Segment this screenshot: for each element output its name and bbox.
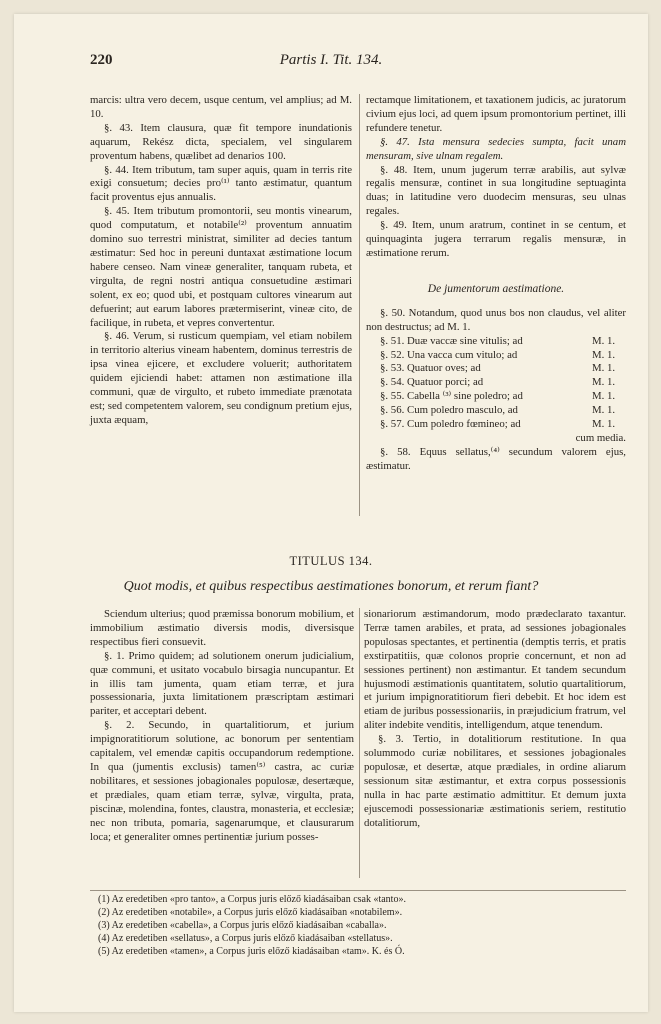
- paragraph: rectamque limitationem, et taxationem judicis, ac juratorum civium ejus loci, ad quem ipsum promontorium pertinet, illi refundere tenetur.: [366, 94, 626, 134]
- paragraph: §. 50. Notandum, quod unus bos non claudus, vel aliter non destructus; ad M. 1.: [366, 306, 626, 333]
- list-item: [366, 390, 626, 404]
- paragraph: §. 48. Item, unum jugerum terræ arabilis, aut sylvæ regalis mensuræ, continet in sua longitudine septuaginta duas; in latitudine vero duodecim mensuras, seu ulnas regales.: [366, 163, 626, 218]
- item-value: M. 1.: [592, 418, 616, 431]
- paragraph: Sciendum ulterius; quod præmissa bonorum mobilium, et immobilium æstimatio diversis modis, diversisque respectibus fieri consuevit.: [90, 608, 354, 648]
- paragraph: marcis: ultra vero decem, usque centum, vel amplius; ad M. 10.: [90, 94, 352, 120]
- item-label: §. 51. Duæ vaccæ sine vitulis; ad: [380, 334, 523, 347]
- cum-media: cum media.: [575, 431, 626, 444]
- paragraph: §. 46. Verum, si rusticum quempiam, vel etiam nobilem in territorio alterius vineam habentem, dominus terrestris de ipsa vinea ejicere, et excludere voluerit; authoritatem quidem ejiciendi habet: attamen non æstimatione illa communi, quæ de virgulto, et rubeto immediate prænotata est; sed competentem valorem, seu condignum pretium ejus, juxta æquam,: [90, 330, 352, 426]
- list-item: [366, 335, 626, 349]
- titulus-subtitle: Quot modis, et quibus respectibus aestimationes bonorum, et rerum fiant?: [123, 579, 539, 594]
- list-item: [366, 418, 626, 432]
- footnote: (2) Az eredetiben «notabile», a Corpus juris előző kiadásaiban «notabilem».: [98, 906, 403, 918]
- column-divider: [359, 94, 360, 516]
- column-left-top: [90, 94, 352, 428]
- item-value: M. 1.: [592, 362, 616, 375]
- paragraph: §. 3. Tertio, in dotalitiorum restitutione. In qua solummodo curiæ nobilitares, et sessiones jobagionales populosæ, et desertæ, atque prædiales, in ordine aliarum sessionum sitæ æstimantur, et extra corpus possessionis nulla in hac parte æstimatio admittitur. Et demum juxta ejuscemodi possessionariæ æstimationis seriem, restitutio dotalitiorum,: [364, 733, 626, 829]
- item-label: §. 57. Cum poledro fœmineo; ad: [380, 418, 521, 431]
- page-header: [14, 52, 648, 72]
- paragraph: §. 43. Item clausura, quæ fit tempore inundationis aquarum, Rekész dicta, specialem, vel singularem proventum habens, quælibet ad denarios 100.: [90, 121, 352, 162]
- paragraph: §. 58. Equus sellatus,⁽⁴⁾ secundum valorem ejus, æstimatur.: [366, 445, 626, 472]
- section-subheading: De jumentorum aestimatione.: [427, 282, 565, 295]
- page-number: 220: [90, 52, 113, 68]
- footnote: (5) Az eredetiben «tamen», a Corpus juris előző kiadásaiban «tam». K. és Ó.: [98, 945, 405, 957]
- price-list: [366, 335, 626, 432]
- column-divider: [359, 608, 360, 878]
- footnotes: [98, 894, 618, 959]
- list-item: [366, 349, 626, 363]
- footnote: (4) Az eredetiben «sellatus», a Corpus juris előző kiadásaiban «stellatus».: [98, 932, 393, 944]
- list-item: [366, 362, 626, 376]
- paragraph: sionariorum æstimandorum, modo prædeclarato taxantur. Terræ tamen arabiles, et prata, ad sessiones jobagionales populosas spectantes, et pertinentia (demptis terris, et pratis exstirpatitiis, quæ colonos proprie concernunt, et non ad sessiones pertinent) non æstimantur. Et tandem secundum hujusmodi æstimationis quantitatem, solutio quartalitiorum, et jurium impignoratitiorum fieri debebit. Et hoc idem est etiam de juribus possessionariis, in præjudicium fratrum, vel aliter indebite venditis, intelligendum, atque tenendum.: [364, 608, 626, 732]
- column-right-top: [366, 94, 626, 474]
- paragraph: §. 44. Item tributum, tam super aquis, quam in terris rite exigi consuetum; decies pro⁽¹⁾ tanto æstimatur, quantum facit proventus ejus annualis.: [90, 163, 352, 204]
- item-label: §. 56. Cum poledro masculo, ad: [380, 404, 518, 417]
- item-value: M. 1.: [592, 390, 616, 403]
- item-label: §. 53. Quatuor oves; ad: [380, 362, 481, 375]
- paragraph: §. 1. Primo quidem; ad solutionem onerum judicialium, quæ communi, et usitato vocabulo birsagia nuncupantur. Et in illis tam jumenta, quam etiam terræ, et jura possessionaria, juxta limitationem præscriptam æstimari pariter, et acceptari debent.: [90, 649, 354, 718]
- paragraph: §. 47. Ista mensura sedecies sumpta, facit unam mensuram, sive ulnam regalem.: [366, 135, 626, 162]
- paragraph: §. 2. Secundo, in quartalitiorum, et jurium impignoratitiorum solutione, ac bonorum per sententiam capitalem, vel emendæ capitis occupandorum redemptione. In qua (jumentis exclusis) tamen⁽⁵⁾ castra, ac curiæ nobilitares, et sessiones jobagionales populosæ, desertæque, et prædiales, quam etiam terræ, sylvæ, virgulta, prata, piscinæ, molendina, fontes, claustra, monasteria, et ecclesiæ; nec non tributa, pomaria, sagenarumque, et clausurarum loca; et generaliter omnes pertinentiæ jurium posses-: [90, 719, 354, 843]
- running-title: Partis I. Tit. 134.: [279, 52, 383, 68]
- list-item: [366, 376, 626, 390]
- footnote: (1) Az eredetiben «pro tanto», a Corpus juris előző kiadásaiban csak «tanto».: [98, 894, 406, 905]
- paragraph: §. 49. Item, unum aratrum, continet in se centum, et quinquaginta jugera terrarum regalis mensuræ, in æstimatione rerum.: [366, 219, 626, 259]
- footnote-divider: [90, 890, 626, 891]
- list-item: [366, 404, 626, 418]
- column-right-bottom: [364, 608, 626, 831]
- book-page: [14, 14, 648, 1012]
- item-label: §. 55. Cabella ⁽³⁾ sine poledro; ad: [380, 390, 523, 403]
- paragraph: §. 45. Item tributum promontorii, seu montis vinearum, quod computatum, et notabile⁽²⁾ proventum annuatim domino suo terrestri ministrat, similiter ad decies tantum æstimatur: Sed hoc in pereuni duntaxat æstimatione locum habere censeo. Nam vineæ generaliter, tanquam rubeta, et virgulta, de regni nostri antiqua consuetudine æstimari solent, ex eo; quod ubi, et postquam cultores vinearum aut defuerint; aut earum labores prætermiserint, vineæ cito, de facilique, in rubeta, et vepres convertentur.: [90, 205, 352, 329]
- titulus-heading: TITULUS 134.: [289, 554, 373, 568]
- item-value: M. 1.: [592, 404, 616, 417]
- item-value: M. 1.: [592, 348, 616, 361]
- footnote: (3) Az eredetiben «cabella», a Corpus juris előző kiadásaiban «caballa».: [98, 919, 387, 931]
- item-value: M. 1.: [592, 376, 616, 389]
- item-value: M. 1.: [592, 334, 616, 347]
- item-label: §. 54. Quatuor porci; ad: [380, 376, 484, 389]
- column-left-bottom: [90, 608, 354, 844]
- item-label: §. 52. Una vacca cum vitulo; ad: [380, 348, 518, 361]
